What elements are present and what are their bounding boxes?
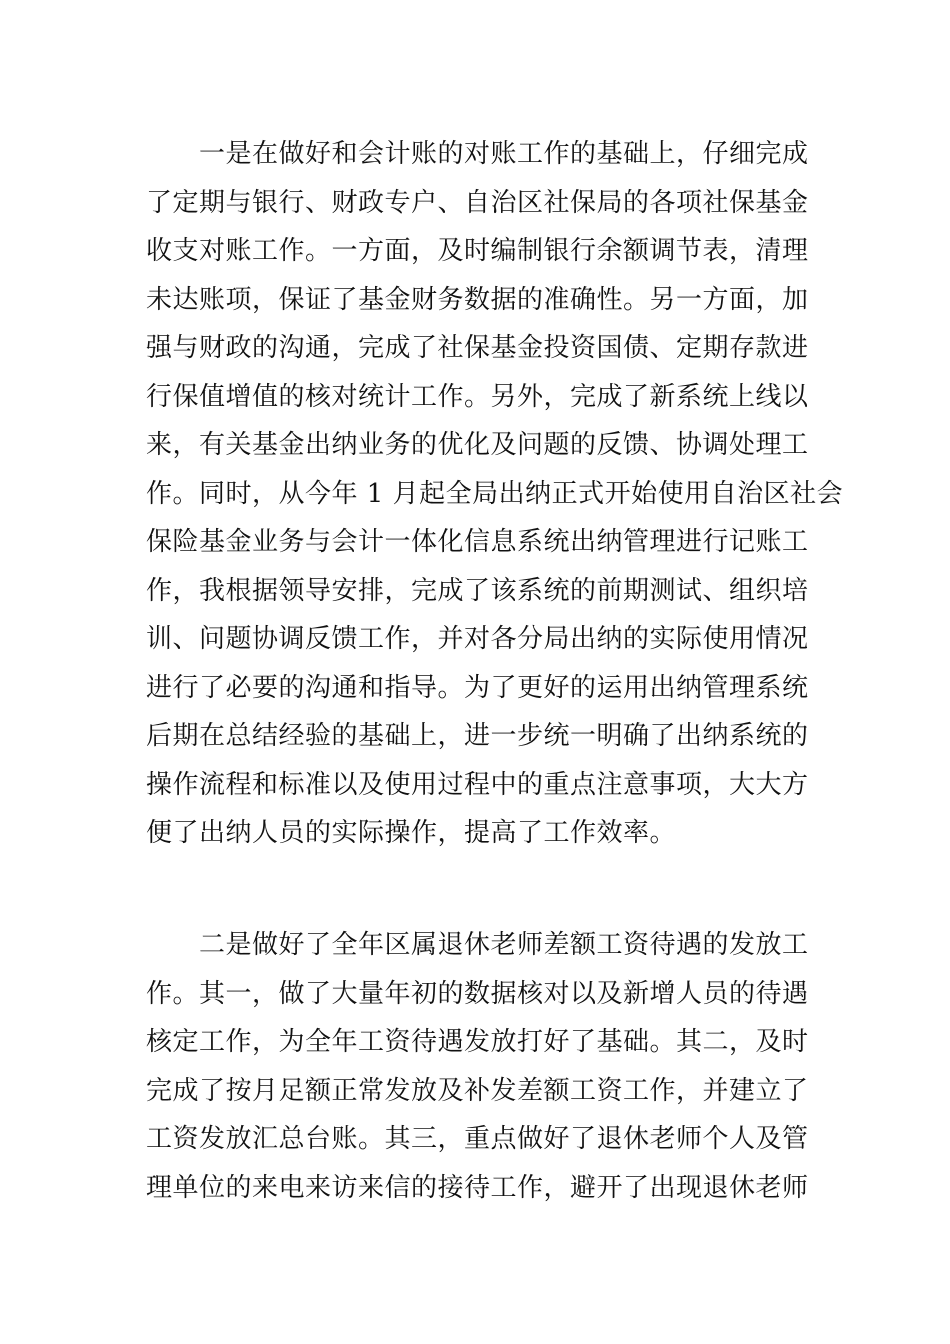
paragraph-line: 行保值增值的核对统计工作。另外，完成了新系统上线以 [146,381,809,412]
paragraph-line: 来，有关基金出纳业务的优化及问题的反馈、协调处理工 [146,430,809,460]
paragraph-line: 进行了必要的沟通和指导。为了更好的运用出纳管理系统 [146,672,809,703]
paragraph-line: 后期在总结经验的基础上，进一步统一明确了出纳系统的 [146,721,809,751]
paragraph-line: 理单位的来电来访来信的接待工作，避开了出现退休老师 [146,1172,809,1203]
paragraph-line: 二是做好了全年区属退休老师差额工资待遇的发放工 [199,930,809,960]
paragraph-line: 操作流程和标准以及使用过程中的重点注意事项，大大方 [146,769,809,800]
paragraph-line: 完成了按月足额正常发放及补发差额工资工作，并建立了 [146,1075,809,1106]
paragraph-line: 作。其一，做了大量年初的数据核对以及新增人员的待遇 [146,978,809,1009]
paragraph-line: 训、问题协调反馈工作，并对各分局出纳的实际使用情况 [146,624,809,654]
paragraph-salary-payment [146,921,809,1212]
paragraph-line: 未达账项，保证了基金财务数据的准确性。另一方面，加 [146,284,809,315]
paragraph-line: 作。同时，从今年 1 月起全局出纳正式开始使用自治区社会 [146,478,844,509]
paragraph-line: 作，我根据领导安排，完成了该系统的前期测试、组织培 [146,575,809,606]
paragraph-line: 保险基金业务与会计一体化信息系统出纳管理进行记账工 [146,527,809,557]
paragraph-line: 工资发放汇总台账。其三，重点做好了退休老师个人及管 [146,1124,809,1154]
paragraph-line: 强与财政的沟通，完成了社保基金投资国债、定期存款进 [146,333,809,363]
paragraph-line: 收支对账工作。一方面，及时编制银行余额调节表，清理 [146,236,809,266]
paragraph-line: 便了出纳人员的实际操作，提高了工作效率。 [146,818,677,848]
paragraph-line: 一是在做好和会计账的对账工作的基础上，仔细完成 [199,139,809,169]
paragraph-line: 核定工作，为全年工资待遇发放打好了基础。其二，及时 [146,1027,809,1057]
paragraph-line: 了定期与银行、财政专户、自治区社保局的各项社保基金 [146,187,809,218]
paragraph-reconciliation [146,130,844,858]
